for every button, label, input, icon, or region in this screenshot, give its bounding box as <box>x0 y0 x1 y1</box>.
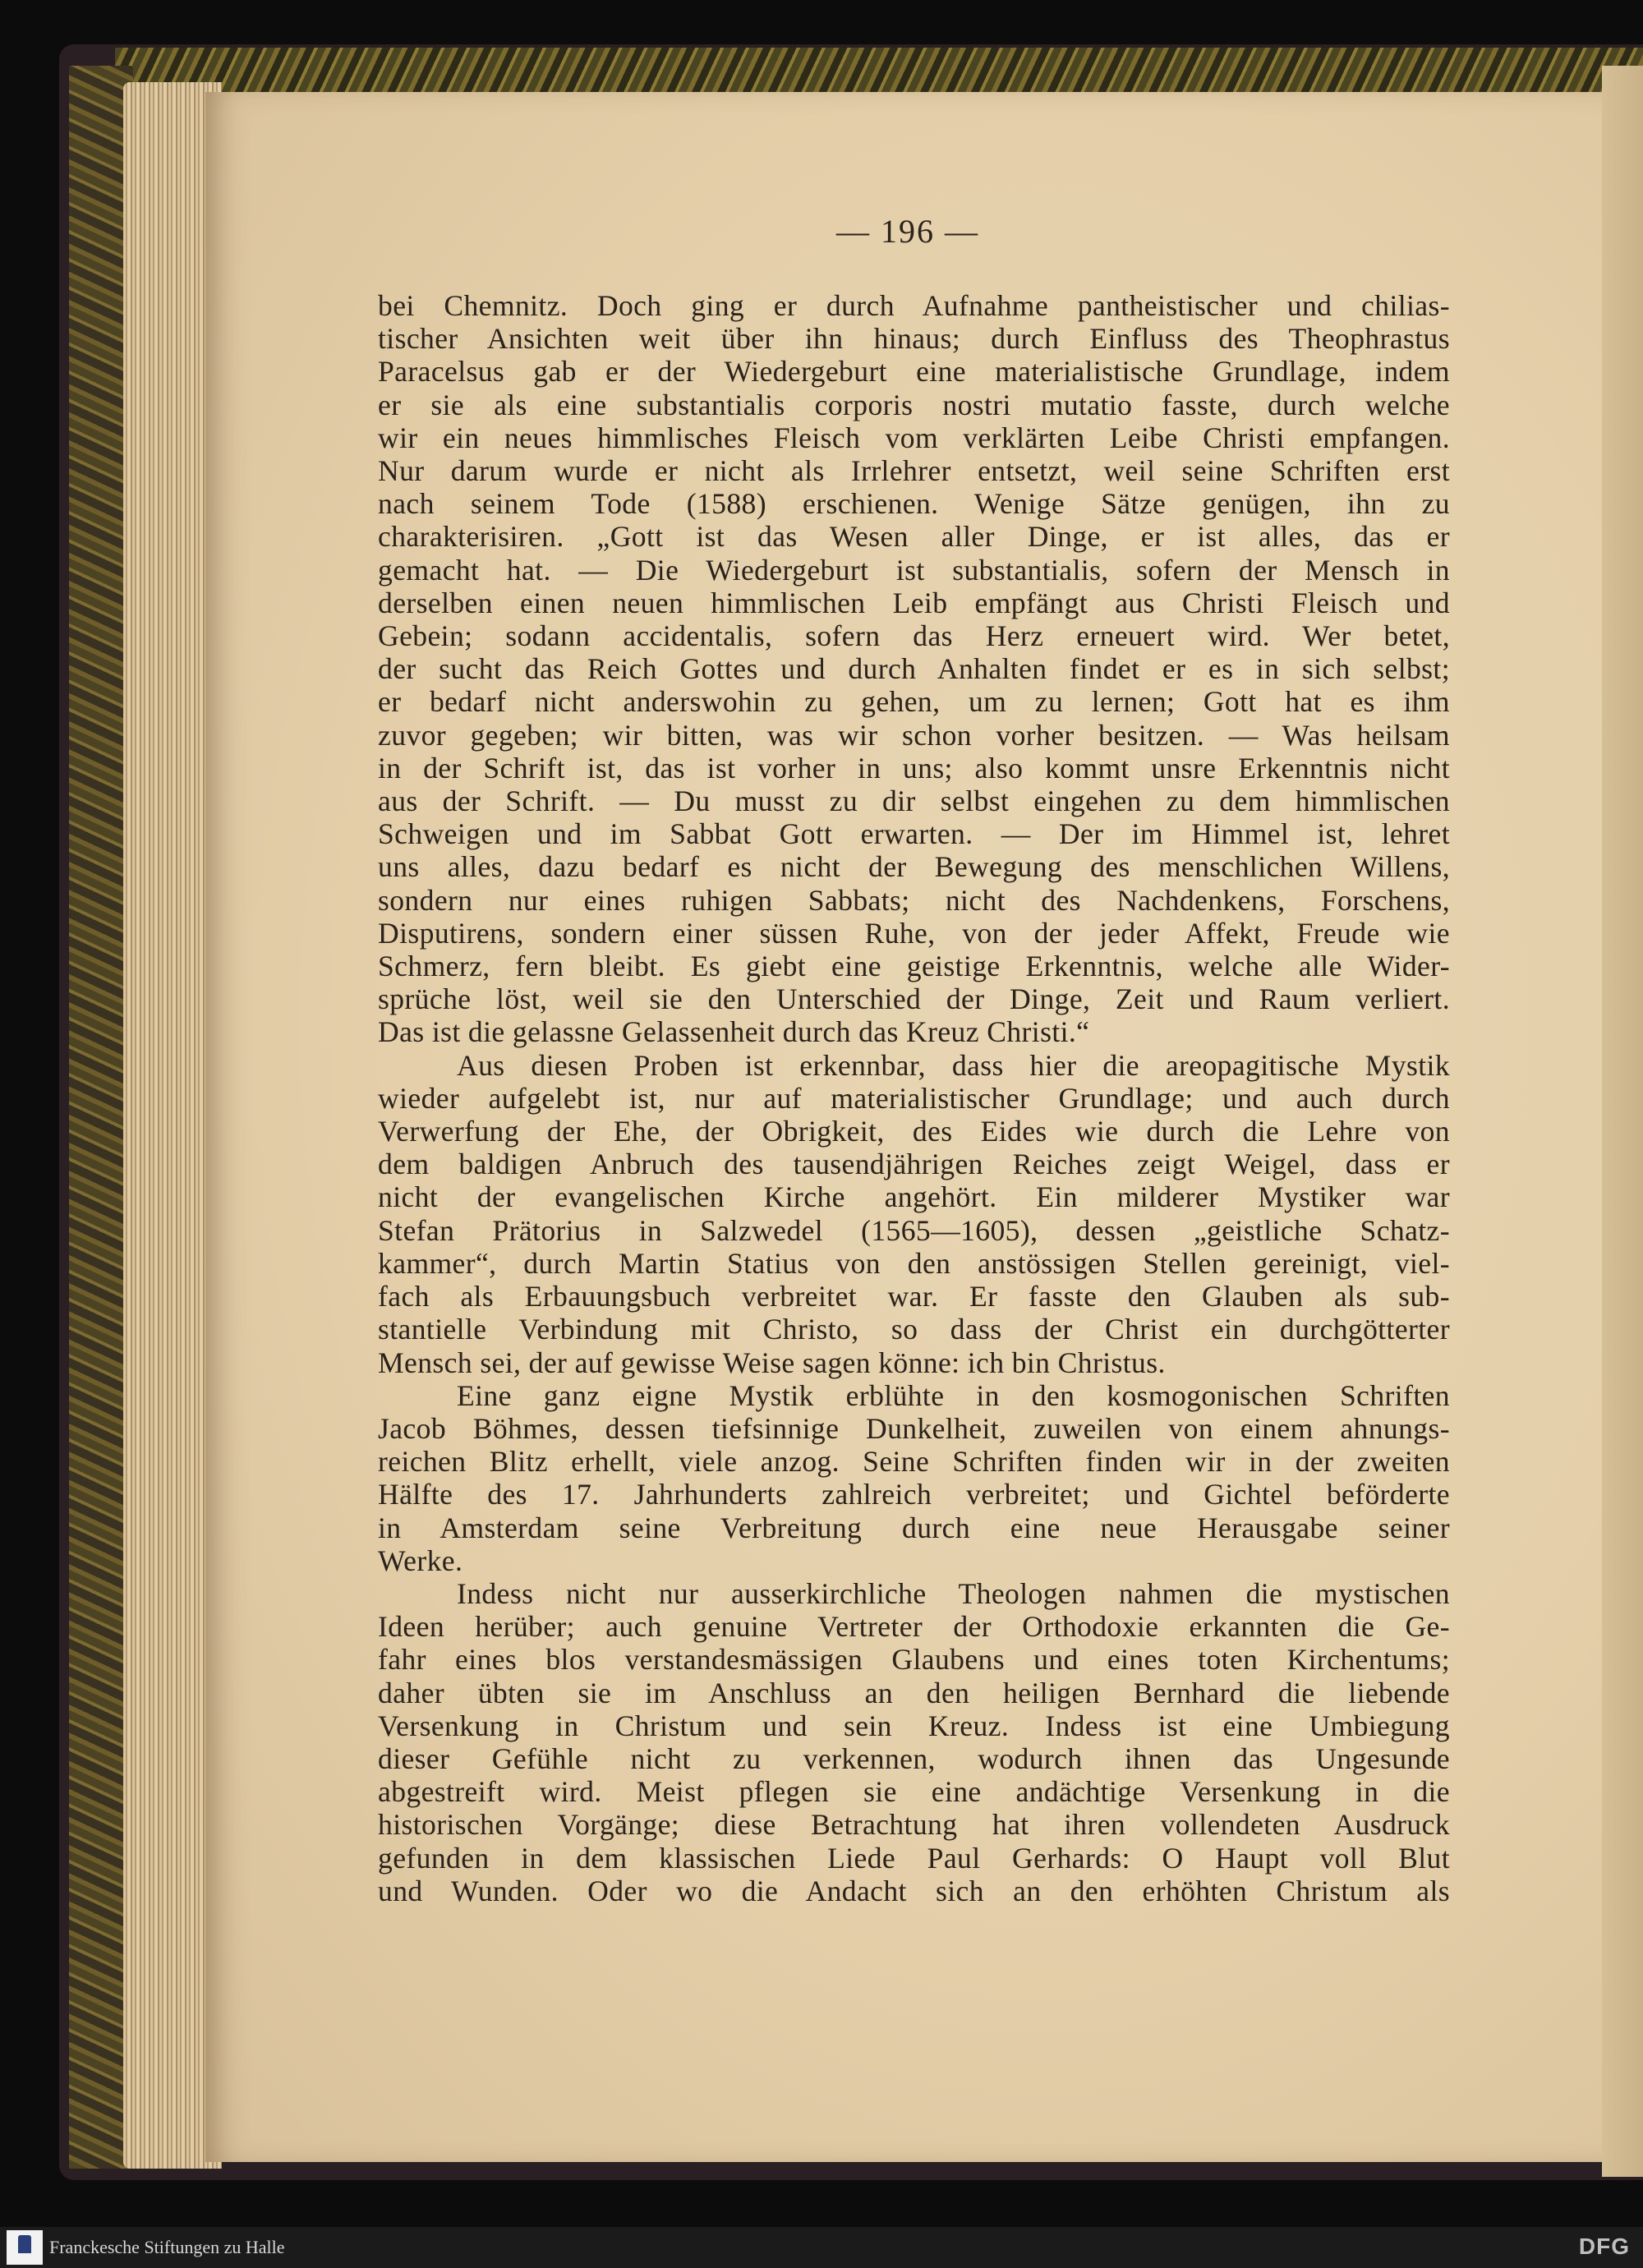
text-line: zuvor gegeben; wir bitten, was wir schon vorher besitzen. — Was heilsam <box>378 718 1450 752</box>
text-line: er bedarf nicht anderswohin zu gehen, um zu lernen; Gott hat es ihm <box>378 685 1450 719</box>
text-line: aus der Schrift. — Du musst zu dir selbst eingehen zu dem himmlischen <box>378 784 1450 818</box>
page-body-text <box>378 289 1450 1907</box>
text-line: Gebein; sodann accidentalis, sofern das Herz erneuert wird. Wer betet, <box>378 619 1450 653</box>
text-line: wieder aufgelebt ist, nur auf materialistischer Grundlage; und auch durch <box>378 1081 1450 1115</box>
text-line: Stefan Prätorius in Salzwedel (1565—1605), dessen „geistliche Schatz- <box>378 1213 1450 1247</box>
text-line: Eine ganz eigne Mystik erblühte in den kosmogonischen Schriften <box>457 1378 1450 1412</box>
text-line: wir ein neues himmlisches Fleisch vom verklärten Leibe Christi empfangen. <box>378 421 1450 454</box>
text-line: dem baldigen Anbruch des tausendjährigen Reiches zeigt Weigel, dass er <box>378 1148 1450 1181</box>
text-line: der sucht das Reich Gottes und durch Anhalten findet er es in sich selbst; <box>378 652 1450 686</box>
text-line: stantielle Verbindung mit Christo, so dass der Christ ein durchgötterter <box>378 1313 1450 1346</box>
text-line: in Amsterdam seine Verbreitung durch eine neue Herausgabe seiner <box>378 1511 1450 1544</box>
text-line: Nur darum wurde er nicht als Irrlehrer entsetzt, weil seine Schriften erst <box>378 454 1450 488</box>
text-line: nach seinem Tode (1588) erschienen. Wenige Sätze genügen, ihn zu <box>378 487 1450 521</box>
text-line: Hälfte des 17. Jahrhunderts zahlreich verbreitet; und Gichtel beförderte <box>378 1478 1450 1511</box>
text-line: Schmerz, fern bleibt. Es giebt eine geistige Erkenntnis, welche alle Wider- <box>378 950 1450 983</box>
text-line: Das ist die gelassne Gelassenheit durch das Kreuz Christi.“ <box>378 1015 1090 1049</box>
text-line: er sie als eine substantialis corporis nostri mutatio fasste, durch welche <box>378 388 1450 421</box>
text-line: bei Chemnitz. Doch ging er durch Aufnahme pantheistischer und chilias- <box>378 289 1450 322</box>
text-line: Mensch sei, der auf gewisse Weise sagen könne: ich bin Christus. <box>378 1346 1166 1379</box>
text-line: Disputirens, sondern einer süssen Ruhe, von der jeder Affekt, Freude wie <box>378 916 1450 950</box>
marbled-cover-top <box>115 48 1643 94</box>
text-line: gefunden in dem klassischen Liede Paul Gerhards: O Haupt voll Blut <box>378 1841 1450 1875</box>
text-line: fach als Erbauungsbuch verbreitet war. Er fasste den Glauben als sub- <box>378 1280 1450 1313</box>
text-line: historischen Vorgänge; diese Betrachtung hat ihren vollendeten Ausdruck <box>378 1808 1450 1842</box>
text-line: sondern nur eines ruhigen Sabbats; nicht des Nachdenkens, Forschens, <box>378 883 1450 917</box>
footer-source-label[interactable]: Franckesche Stiftungen zu Halle <box>49 2237 285 2257</box>
text-line: Schweigen und im Sabbat Gott erwarten. — Der im Himmel ist, lehret <box>378 817 1450 851</box>
text-line: charakterisiren. „Gott ist das Wesen aller Dinge, er ist alles, das er <box>378 520 1450 554</box>
text-line: Jacob Böhmes, dessen tiefsinnige Dunkelheit, zuweilen von einem ahnungs- <box>378 1411 1450 1445</box>
text-line: Ideen herüber; auch genuine Vertreter der Orthodoxie erkannten die Ge- <box>378 1610 1450 1644</box>
text-line: derselben einen neuen himmlischen Leib empfängt aus Christi Fleisch und <box>378 586 1450 619</box>
text-line: gemacht hat. — Die Wiedergeburt ist substantialis, sofern der Mensch in <box>378 553 1450 587</box>
text-line: dieser Gefühle nicht zu verkennen, wodurch ihnen das Ungesunde <box>378 1741 1450 1775</box>
text-line: uns alles, dazu bedarf es nicht der Bewegung des menschlichen Willens, <box>378 850 1450 884</box>
text-line: und Wunden. Oder wo die Andacht sich an den erhöhten Christum als <box>378 1874 1450 1907</box>
dfg-logo[interactable]: DFG <box>1578 2233 1630 2259</box>
text-line: kammer“, durch Martin Statius von den anstössigen Stellen gereinigt, viel- <box>378 1246 1450 1280</box>
text-line: Versenkung in Christum und sein Kreuz. Indess ist eine Umbiegung <box>378 1709 1450 1742</box>
footer-bar <box>0 2227 1643 2268</box>
text-line: sprüche löst, weil sie den Unterschied der Dinge, Zeit und Raum verliert. <box>378 982 1450 1016</box>
text-line: Aus diesen Proben ist erkennbar, dass hier die areopagitische Mystik <box>457 1048 1450 1082</box>
text-line: abgestreift wird. Meist pflegen sie eine andächtige Versenkung in die <box>378 1775 1450 1809</box>
logo-mark <box>18 2235 31 2253</box>
francke-foundation-logo-icon[interactable] <box>7 2230 43 2265</box>
text-line: Werke. <box>378 1543 463 1577</box>
page-number: — 196 — <box>836 213 979 250</box>
text-line: nicht der evangelischen Kirche angehört. Ein milderer Mystiker war <box>378 1180 1450 1214</box>
text-line: daher übten sie im Anschluss an den heiligen Bernhard die liebende <box>378 1676 1450 1709</box>
text-line: Paracelsus gab er der Wiedergeburt eine materialistische Grundlage, indem <box>378 355 1450 389</box>
text-line: Indess nicht nur ausserkirchliche Theologen nahmen die mystischen <box>457 1576 1450 1610</box>
text-line: in der Schrift ist, das ist vorher in uns; also kommt unsre Erkenntnis nicht <box>378 751 1450 784</box>
text-line: fahr eines blos verstandesmässigen Glaubens und eines toten Kirchentums; <box>378 1643 1450 1677</box>
text-line: reichen Blitz erhellt, viele anzog. Seine Schriften finden wir in der zweiten <box>378 1445 1450 1479</box>
text-line: tischer Ansichten weit über ihn hinaus; durch Einfluss des Theophrastus <box>378 322 1450 356</box>
text-line: Verwerfung der Ehe, der Obrigkeit, des Eides wie durch die Lehre von <box>378 1115 1450 1148</box>
book-right-edge <box>1602 66 1643 2177</box>
